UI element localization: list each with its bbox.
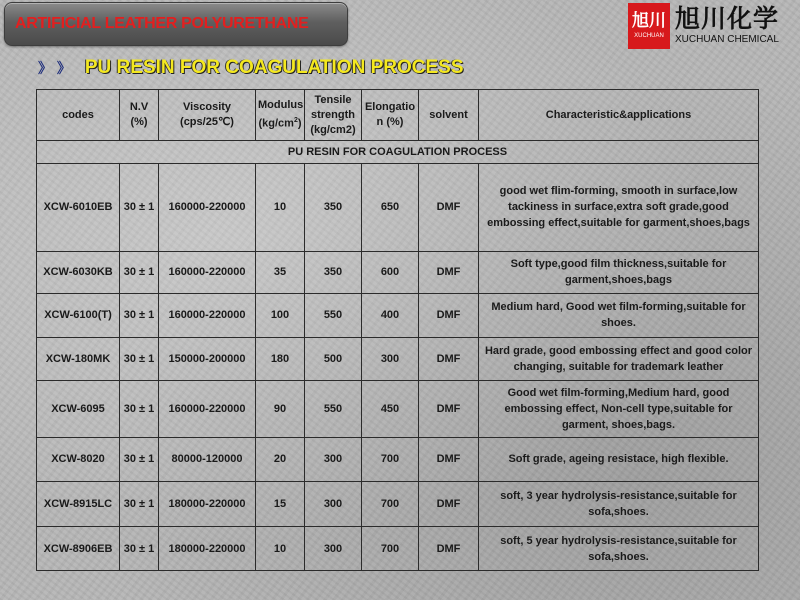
table-row [37,294,759,338]
table-cell-tensile: 300 [305,481,362,527]
table-row [37,381,759,438]
table-row [37,438,759,482]
table-cell-nv: 30 ± 1 [120,438,159,482]
table-cell-description: soft, 3 year hydrolysis-resistance,suitable for sofa,shoes. [479,481,759,527]
table-cell-solvent: DMF [419,294,479,338]
table-cell-viscosity: 180000-220000 [159,481,256,527]
table-cell-solvent: DMF [419,481,479,527]
table-cell-modulus: 100 [256,294,305,338]
table-section-title: PU RESIN FOR COAGULATION PROCESS [37,141,759,164]
logo-badge [628,3,670,49]
company-name-en: XUCHUAN CHEMICAL [675,34,779,45]
table-cell-code: XCW-6095 [37,381,120,438]
table-row [37,481,759,527]
banner-title: ARTIFICIAL LEATHER POLYURETHANE [15,15,309,32]
table-section-row [37,141,759,164]
table-cell-description: Hard grade, good embossing effect and good color changing, suitable for trademark leather [479,337,759,381]
double-chevron-icon: 》 》 [38,61,71,77]
section-heading [38,56,464,80]
table-cell-elongation: 700 [362,438,419,482]
table-cell-code: XCW-6010EB [37,164,120,251]
table-cell-solvent: DMF [419,438,479,482]
table-cell-tensile: 350 [305,251,362,294]
table-header-row [37,90,759,141]
table-cell-code: XCW-180MK [37,337,120,381]
table-cell-tensile: 300 [305,527,362,571]
table-cell-modulus: 20 [256,438,305,482]
table-cell-elongation: 400 [362,294,419,338]
header-elongation: Elongatio n (%) [362,90,419,141]
table-cell-solvent: DMF [419,164,479,251]
table-cell-code: XCW-6030KB [37,251,120,294]
table-cell-description: good wet flim-forming, smooth in surface,low tackiness in surface,extra soft grade,good embossing effect,suitable for garment,shoes,bags [479,164,759,251]
header-codes: codes [37,90,120,141]
table-cell-nv: 30 ± 1 [120,337,159,381]
table-cell-nv: 30 ± 1 [120,481,159,527]
table-cell-nv: 30 ± 1 [120,381,159,438]
table-cell-solvent: DMF [419,381,479,438]
table-cell-tensile: 550 [305,294,362,338]
table-row [37,527,759,571]
table-cell-description: Medium hard, Good wet film-forming,suitable for shoes. [479,294,759,338]
table-cell-modulus: 10 [256,527,305,571]
table-cell-code: XCW-6100(T) [37,294,120,338]
table-cell-tensile: 350 [305,164,362,251]
table-cell-description: Good wet film-forming,Medium hard, good embossing effect, Non-cell type,suitable for garment, shoes,bags. [479,381,759,438]
table-row [37,164,759,251]
table-row [37,251,759,294]
table-cell-tensile: 550 [305,381,362,438]
table-cell-description: Soft type,good film thickness,suitable for garment,shoes,bags [479,251,759,294]
table-cell-code: XCW-8020 [37,438,120,482]
table-cell-elongation: 300 [362,337,419,381]
table-cell-nv: 30 ± 1 [120,251,159,294]
table-cell-viscosity: 160000-220000 [159,251,256,294]
header-nv: N.V (%) [120,90,159,141]
table-cell-tensile: 500 [305,337,362,381]
table-cell-description: Soft grade, ageing resistace, high flexible. [479,438,759,482]
table-cell-solvent: DMF [419,527,479,571]
company-logo [628,0,800,52]
header-solvent: solvent [419,90,479,141]
product-table [36,89,759,571]
table-cell-elongation: 650 [362,164,419,251]
table-cell-solvent: DMF [419,251,479,294]
title-banner [4,2,348,46]
table-cell-code: XCW-8915LC [37,481,120,527]
table-cell-viscosity: 150000-200000 [159,337,256,381]
table-row [37,337,759,381]
logo-text [675,5,779,47]
table-cell-tensile: 300 [305,438,362,482]
table-cell-description: soft, 5 year hydrolysis-resistance,suitable for sofa,shoes. [479,527,759,571]
table-cell-viscosity: 160000-220000 [159,381,256,438]
table-cell-modulus: 180 [256,337,305,381]
table-cell-solvent: DMF [419,337,479,381]
table-cell-viscosity: 160000-220000 [159,164,256,251]
section-heading-text: PU RESIN FOR COAGULATION PROCESS [84,57,464,78]
header-viscosity: Viscosity (cps/25℃) [159,90,256,141]
table-cell-modulus: 15 [256,481,305,527]
table-cell-nv: 30 ± 1 [120,527,159,571]
table-cell-modulus: 90 [256,381,305,438]
table-cell-modulus: 10 [256,164,305,251]
table-cell-viscosity: 80000-120000 [159,438,256,482]
table-cell-elongation: 600 [362,251,419,294]
table-cell-elongation: 450 [362,381,419,438]
table-cell-viscosity: 160000-220000 [159,294,256,338]
table-cell-modulus: 35 [256,251,305,294]
header-tensile-strength: Tensile strength (kg/cm2) [305,90,362,141]
table-cell-code: XCW-8906EB [37,527,120,571]
table-cell-nv: 30 ± 1 [120,294,159,338]
header-modulus: Modulus $(kg/cm^2)$ [256,90,305,141]
table-cell-viscosity: 180000-220000 [159,527,256,571]
logo-badge-cn: 旭川 [632,11,666,31]
table-cell-elongation: 700 [362,527,419,571]
table-cell-elongation: 700 [362,481,419,527]
logo-badge-en: XUCHUAN [634,33,664,39]
table-cell-nv: 30 ± 1 [120,164,159,251]
company-name-cn: 旭川化学 [675,4,780,33]
header-characteristic: Characteristic&applications [479,90,759,141]
